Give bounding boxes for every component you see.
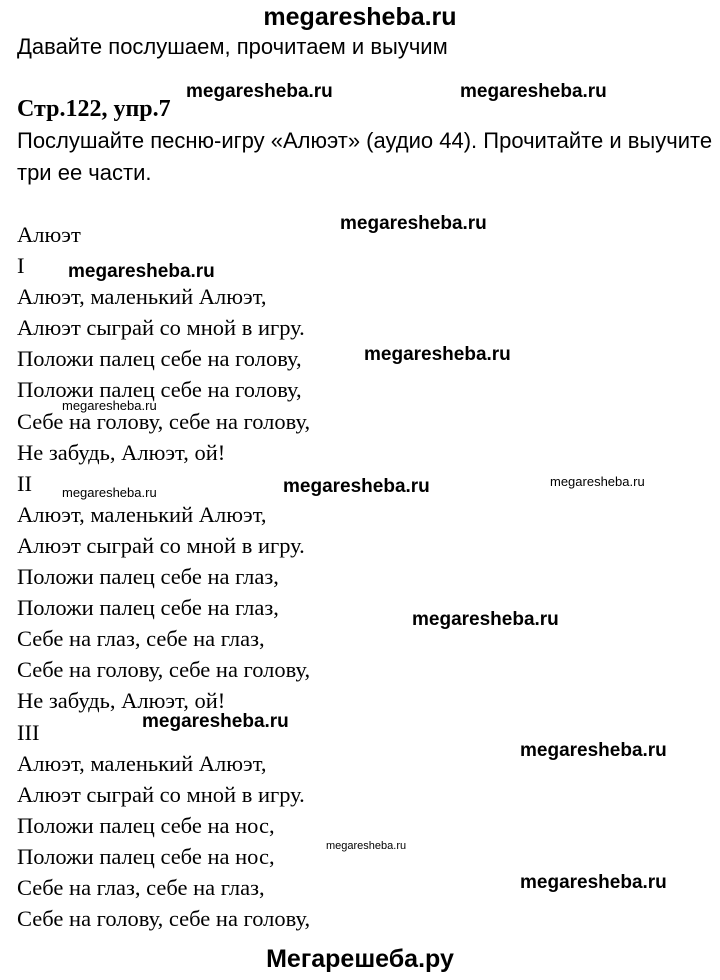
watermark: megaresheba.ru — [283, 476, 430, 497]
song-line: Алюэт сыграй со мной в игру. — [17, 781, 305, 807]
part-numeral: III — [17, 719, 40, 745]
song-line: Положи палец себе на голову, — [17, 377, 302, 403]
song-line: Не забудь, Алюэт, ой! — [17, 688, 226, 714]
song-line: Положи палец себе на нос, — [17, 843, 275, 869]
watermark: megaresheba.ru — [326, 840, 407, 852]
song-line: Себе на глаз, себе на глаз, — [17, 626, 265, 652]
watermark: megaresheba.ru — [68, 261, 215, 282]
task-text: Послушайте песню-игру «Алюэт» (аудио 44). Прочитайте и выучите три ее части. — [17, 128, 713, 185]
song-line: Алюэт, маленький Алюэт, — [17, 501, 267, 527]
song-line: Себе на голову, себе на голову, — [17, 906, 311, 932]
song-line: Положи палец себе на голову, — [17, 346, 302, 372]
song-line: Себе на голову, себе на голову, — [17, 408, 311, 434]
song-title: Алюэт — [17, 222, 81, 247]
watermark: megaresheba.ru — [520, 740, 667, 761]
watermark: megaresheba.ru — [550, 474, 645, 489]
song-line: Положи палец себе на глаз, — [17, 595, 279, 621]
watermark: megaresheba.ru — [520, 872, 667, 893]
watermark: megaresheba.ru — [364, 344, 511, 365]
song-line: Алюэт сыграй со мной в игру. — [17, 532, 305, 558]
song-line: Алюэт, маленький Алюэт, — [17, 284, 267, 310]
part-numeral: II — [17, 470, 32, 496]
watermark: megaresheba.ru — [186, 81, 333, 102]
song-line: Положи палец себе на нос, — [17, 812, 275, 838]
watermark: megaresheba.ru — [62, 485, 157, 500]
watermark: megaresheba.ru — [340, 213, 487, 234]
exercise-heading: Стр.122, упр.7 — [17, 96, 171, 122]
site-footer: Мегарешеба.ру — [266, 945, 454, 973]
intro-text: Давайте послушаем, прочитаем и выучим — [17, 34, 448, 59]
song-line: Себе на глаз, себе на глаз, — [17, 874, 265, 900]
song — [17, 219, 310, 934]
watermark: megaresheba.ru — [142, 711, 289, 732]
song-line: Себе на голову, себе на голову, — [17, 657, 311, 683]
site-header: megaresheba.ru — [263, 3, 457, 31]
song-line: Алюэт, маленький Алюэт, — [17, 750, 267, 776]
watermark: megaresheba.ru — [412, 609, 559, 630]
watermark: megaresheba.ru — [460, 81, 607, 102]
watermark: megaresheba.ru — [62, 398, 157, 413]
part-numeral: I — [17, 253, 25, 279]
song-line: Положи палец себе на глаз, — [17, 564, 279, 590]
song-line: Не забудь, Алюэт, ой! — [17, 439, 226, 465]
song-line: Алюэт сыграй со мной в игру. — [17, 315, 305, 341]
